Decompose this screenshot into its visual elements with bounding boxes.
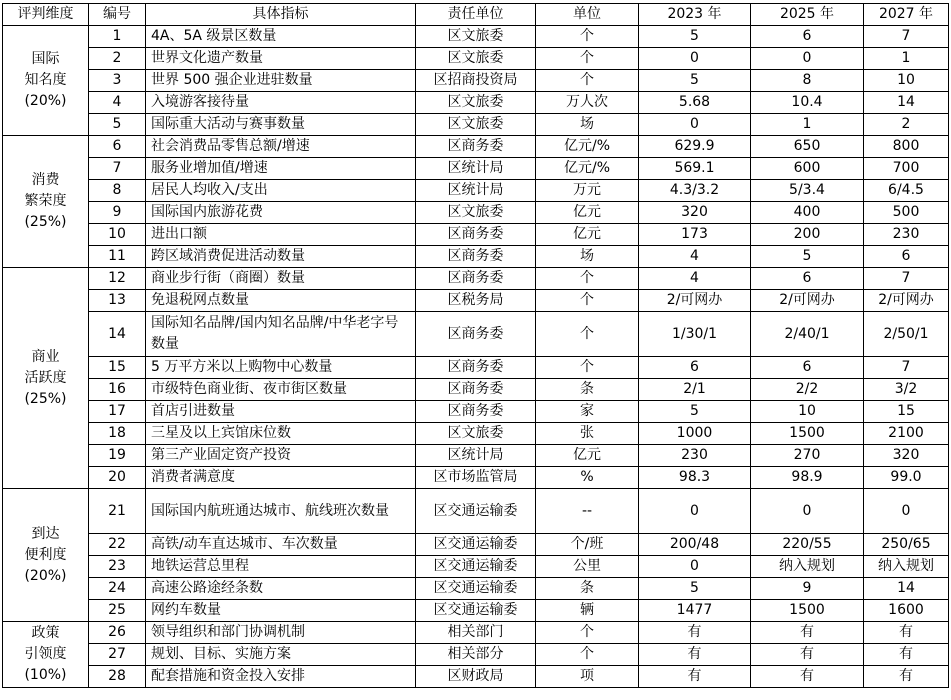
row-number: 24 bbox=[89, 578, 146, 600]
value-2027: 14 bbox=[864, 578, 949, 600]
indicator-name: 居民人均收入/支出 bbox=[146, 180, 416, 202]
indicator-name: 社会消费品零售总额/增速 bbox=[146, 136, 416, 158]
responsible-department: 区商务委 bbox=[416, 312, 536, 357]
row-number: 26 bbox=[89, 622, 146, 644]
value-2027: 15 bbox=[864, 401, 949, 423]
responsible-department: 区文旅委 bbox=[416, 423, 536, 445]
value-2027: 3/2 bbox=[864, 379, 949, 401]
indicator-name: 领导组织和部门协调机制 bbox=[146, 622, 416, 644]
measure-unit: 个 bbox=[536, 622, 639, 644]
value-2025: 650 bbox=[751, 136, 864, 158]
responsible-department: 区交通运输委 bbox=[416, 489, 536, 534]
responsible-department: 区统计局 bbox=[416, 445, 536, 467]
dimension-cell bbox=[3, 622, 89, 688]
value-2023: 0 bbox=[639, 114, 751, 136]
measure-unit: 家 bbox=[536, 401, 639, 423]
value-2027: 2/50/1 bbox=[864, 312, 949, 357]
measure-unit: 张 bbox=[536, 423, 639, 445]
value-2027: 500 bbox=[864, 202, 949, 224]
value-2023: 5.68 bbox=[639, 92, 751, 114]
measure-unit: 场 bbox=[536, 246, 639, 268]
responsible-department: 区统计局 bbox=[416, 158, 536, 180]
header-indicator: 具体指标 bbox=[146, 4, 416, 26]
header-number: 编号 bbox=[89, 4, 146, 26]
header-2023: 2023 年 bbox=[639, 4, 751, 26]
row-number: 21 bbox=[89, 489, 146, 534]
value-2025: 1 bbox=[751, 114, 864, 136]
value-2025: 2/2 bbox=[751, 379, 864, 401]
table-row bbox=[3, 666, 949, 688]
value-2025: 220/55 bbox=[751, 534, 864, 556]
row-number: 19 bbox=[89, 445, 146, 467]
value-2027: 0 bbox=[864, 489, 949, 534]
responsible-department: 区交通运输委 bbox=[416, 600, 536, 622]
measure-unit: 个 bbox=[536, 312, 639, 357]
responsible-department: 区商务委 bbox=[416, 357, 536, 379]
row-number: 10 bbox=[89, 224, 146, 246]
table-row bbox=[3, 534, 949, 556]
value-2023: 0 bbox=[639, 489, 751, 534]
responsible-department: 区商务委 bbox=[416, 136, 536, 158]
header-2025: 2025 年 bbox=[751, 4, 864, 26]
table-row bbox=[3, 158, 949, 180]
table-row bbox=[3, 26, 949, 48]
measure-unit: 万元 bbox=[536, 180, 639, 202]
responsible-department: 区统计局 bbox=[416, 180, 536, 202]
header-unit: 单位 bbox=[536, 4, 639, 26]
measure-unit: 个 bbox=[536, 48, 639, 70]
value-2027: 230 bbox=[864, 224, 949, 246]
indicator-name: 高铁/动车直达城市、车次数量 bbox=[146, 534, 416, 556]
measure-unit: 个/班 bbox=[536, 534, 639, 556]
measure-unit: % bbox=[536, 467, 639, 489]
measure-unit: 个 bbox=[536, 70, 639, 92]
table-row bbox=[3, 202, 949, 224]
responsible-department: 区文旅委 bbox=[416, 92, 536, 114]
value-2027: 纳入规划 bbox=[864, 556, 949, 578]
value-2023: 4 bbox=[639, 268, 751, 290]
dimension-label-line: (25%) bbox=[24, 390, 67, 407]
value-2027: 800 bbox=[864, 136, 949, 158]
table-row bbox=[3, 423, 949, 445]
row-number: 15 bbox=[89, 357, 146, 379]
value-2025: 2/可网办 bbox=[751, 290, 864, 312]
row-number: 14 bbox=[89, 312, 146, 357]
value-2023: 1477 bbox=[639, 600, 751, 622]
value-2025: 8 bbox=[751, 70, 864, 92]
dimension-label-line: 政策 bbox=[31, 625, 60, 641]
measure-unit: 条 bbox=[536, 578, 639, 600]
indicator-name: 第三产业固定资产投资 bbox=[146, 445, 416, 467]
measure-unit: 个 bbox=[536, 644, 639, 666]
measure-unit: 辆 bbox=[536, 600, 639, 622]
measure-unit: 个 bbox=[536, 26, 639, 48]
row-number: 28 bbox=[89, 666, 146, 688]
dimension-label-line: 活跃度 bbox=[24, 369, 67, 386]
value-2025: 6 bbox=[751, 357, 864, 379]
value-2027: 有 bbox=[864, 644, 949, 666]
indicator-name: 地铁运营总里程 bbox=[146, 556, 416, 578]
value-2023: 有 bbox=[639, 644, 751, 666]
value-2025: 有 bbox=[751, 622, 864, 644]
row-number: 6 bbox=[89, 136, 146, 158]
value-2025: 0 bbox=[751, 48, 864, 70]
value-2027: 有 bbox=[864, 666, 949, 688]
responsible-department: 区交通运输委 bbox=[416, 534, 536, 556]
value-2025: 10 bbox=[751, 401, 864, 423]
value-2023: 5 bbox=[639, 401, 751, 423]
measure-unit: 个 bbox=[536, 290, 639, 312]
value-2027: 6 bbox=[864, 246, 949, 268]
table-row bbox=[3, 70, 949, 92]
indicator-name: 跨区域消费促进活动数量 bbox=[146, 246, 416, 268]
indicator-name: 规划、目标、实施方案 bbox=[146, 644, 416, 666]
header-2027: 2027 年 bbox=[864, 4, 949, 26]
dimension-cell bbox=[3, 489, 89, 622]
row-number: 23 bbox=[89, 556, 146, 578]
value-2025: 有 bbox=[751, 644, 864, 666]
responsible-department: 区交通运输委 bbox=[416, 578, 536, 600]
indicator-name: 首店引进数量 bbox=[146, 401, 416, 423]
value-2023: 0 bbox=[639, 556, 751, 578]
row-number: 12 bbox=[89, 268, 146, 290]
table-row bbox=[3, 600, 949, 622]
table-body bbox=[3, 26, 949, 688]
row-number: 17 bbox=[89, 401, 146, 423]
measure-unit: 万人次 bbox=[536, 92, 639, 114]
table-row bbox=[3, 92, 949, 114]
indicator-name: 世界文化遗产数量 bbox=[146, 48, 416, 70]
measure-unit: 项 bbox=[536, 666, 639, 688]
value-2025: 6 bbox=[751, 26, 864, 48]
dimension-label-line: 国际 bbox=[31, 51, 60, 67]
value-2025: 5/3.4 bbox=[751, 180, 864, 202]
indicator-name: 4A、5A 级景区数量 bbox=[146, 26, 416, 48]
value-2023: 200/48 bbox=[639, 534, 751, 556]
dimension-label-line: 引领度 bbox=[24, 646, 67, 662]
measure-unit: 亿元/% bbox=[536, 136, 639, 158]
measure-unit: 亿元 bbox=[536, 202, 639, 224]
value-2025: 200 bbox=[751, 224, 864, 246]
table-row bbox=[3, 268, 949, 290]
row-number: 9 bbox=[89, 202, 146, 224]
row-number: 20 bbox=[89, 467, 146, 489]
indicator-name: 服务业增加值/增速 bbox=[146, 158, 416, 180]
table-row bbox=[3, 114, 949, 136]
dimension-label-line: 消费 bbox=[31, 172, 60, 188]
table-row bbox=[3, 224, 949, 246]
row-number: 1 bbox=[89, 26, 146, 48]
responsible-department: 区市场监管局 bbox=[416, 467, 536, 489]
responsible-department: 相关部门 bbox=[416, 622, 536, 644]
measure-unit: 公里 bbox=[536, 556, 639, 578]
responsible-department: 区文旅委 bbox=[416, 26, 536, 48]
responsible-department: 区商务委 bbox=[416, 379, 536, 401]
dimension-label-line: 商业 bbox=[31, 348, 60, 365]
dimension-label-line: 知名度 bbox=[24, 72, 67, 88]
value-2027: 99.0 bbox=[864, 467, 949, 489]
indicator-name: 免退税网点数量 bbox=[146, 290, 416, 312]
dimension-cell bbox=[3, 26, 89, 136]
value-2025: 270 bbox=[751, 445, 864, 467]
measure-unit: 场 bbox=[536, 114, 639, 136]
indicator-name: 配套措施和资金投入安排 bbox=[146, 666, 416, 688]
value-2027: 320 bbox=[864, 445, 949, 467]
indicator-name: 市级特色商业街、夜市街区数量 bbox=[146, 379, 416, 401]
value-2023: 2/可网办 bbox=[639, 290, 751, 312]
table-row bbox=[3, 622, 949, 644]
table-row bbox=[3, 48, 949, 70]
value-2025: 98.9 bbox=[751, 467, 864, 489]
value-2023: 173 bbox=[639, 224, 751, 246]
table-row bbox=[3, 246, 949, 268]
dimension-label-line: (25%) bbox=[24, 214, 67, 230]
indicator-table bbox=[2, 3, 949, 688]
dimension-label-line: (20%) bbox=[24, 93, 67, 109]
row-number: 11 bbox=[89, 246, 146, 268]
indicator-name: 国际重大活动与赛事数量 bbox=[146, 114, 416, 136]
value-2027: 700 bbox=[864, 158, 949, 180]
responsible-department: 区文旅委 bbox=[416, 202, 536, 224]
value-2025: 1500 bbox=[751, 600, 864, 622]
value-2023: 230 bbox=[639, 445, 751, 467]
value-2023: 4 bbox=[639, 246, 751, 268]
responsible-department: 相关部分 bbox=[416, 644, 536, 666]
header-dimension: 评判维度 bbox=[3, 4, 89, 26]
value-2023: 629.9 bbox=[639, 136, 751, 158]
indicator-name: 世界 500 强企业进驻数量 bbox=[146, 70, 416, 92]
measure-unit: 个 bbox=[536, 357, 639, 379]
table-row bbox=[3, 401, 949, 423]
value-2023: 6 bbox=[639, 357, 751, 379]
row-number: 27 bbox=[89, 644, 146, 666]
indicator-name: 国际国内旅游花费 bbox=[146, 202, 416, 224]
value-2023: 98.3 bbox=[639, 467, 751, 489]
value-2027: 14 bbox=[864, 92, 949, 114]
measure-unit: 亿元/% bbox=[536, 158, 639, 180]
measure-unit: -- bbox=[536, 489, 639, 534]
indicator-name: 消费者满意度 bbox=[146, 467, 416, 489]
header-row bbox=[3, 4, 949, 26]
value-2023: 2/1 bbox=[639, 379, 751, 401]
value-2025: 0 bbox=[751, 489, 864, 534]
responsible-department: 区商务委 bbox=[416, 401, 536, 423]
value-2025: 5 bbox=[751, 246, 864, 268]
value-2023: 1000 bbox=[639, 423, 751, 445]
value-2023: 有 bbox=[639, 622, 751, 644]
indicator-name: 进出口额 bbox=[146, 224, 416, 246]
value-2025: 有 bbox=[751, 666, 864, 688]
measure-unit: 个 bbox=[536, 268, 639, 290]
value-2027: 7 bbox=[864, 357, 949, 379]
value-2023: 1/30/1 bbox=[639, 312, 751, 357]
dimension-label-line: 到达 bbox=[31, 525, 60, 542]
responsible-department: 区商务委 bbox=[416, 224, 536, 246]
value-2027: 2/可网办 bbox=[864, 290, 949, 312]
row-number: 13 bbox=[89, 290, 146, 312]
value-2023: 有 bbox=[639, 666, 751, 688]
row-number: 22 bbox=[89, 534, 146, 556]
value-2027: 250/65 bbox=[864, 534, 949, 556]
measure-unit: 条 bbox=[536, 379, 639, 401]
dimension-label-line: (20%) bbox=[24, 567, 67, 584]
table-row bbox=[3, 136, 949, 158]
dimension-label-line: (10%) bbox=[24, 667, 67, 683]
table-row bbox=[3, 445, 949, 467]
row-number: 8 bbox=[89, 180, 146, 202]
row-number: 2 bbox=[89, 48, 146, 70]
indicator-name: 国际国内航班通达城市、航线班次数量 bbox=[146, 489, 416, 534]
table-row bbox=[3, 578, 949, 600]
value-2025: 400 bbox=[751, 202, 864, 224]
row-number: 18 bbox=[89, 423, 146, 445]
indicator-name: 三星及以上宾馆床位数 bbox=[146, 423, 416, 445]
value-2027: 2100 bbox=[864, 423, 949, 445]
responsible-department: 区商务委 bbox=[416, 246, 536, 268]
responsible-department: 区财政局 bbox=[416, 666, 536, 688]
value-2027: 7 bbox=[864, 26, 949, 48]
dimension-cell bbox=[3, 268, 89, 489]
indicator-name: 网约车数量 bbox=[146, 600, 416, 622]
table-row bbox=[3, 180, 949, 202]
responsible-department: 区税务局 bbox=[416, 290, 536, 312]
value-2027: 6/4.5 bbox=[864, 180, 949, 202]
responsible-department: 区文旅委 bbox=[416, 48, 536, 70]
value-2027: 有 bbox=[864, 622, 949, 644]
value-2023: 0 bbox=[639, 48, 751, 70]
indicator-name: 入境游客接待量 bbox=[146, 92, 416, 114]
indicator-name: 商业步行街（商圈）数量 bbox=[146, 268, 416, 290]
responsible-department: 区招商投资局 bbox=[416, 70, 536, 92]
value-2023: 5 bbox=[639, 578, 751, 600]
value-2023: 5 bbox=[639, 70, 751, 92]
table-row bbox=[3, 312, 949, 357]
value-2023: 569.1 bbox=[639, 158, 751, 180]
value-2027: 2 bbox=[864, 114, 949, 136]
indicator-name: 5 万平方米以上购物中心数量 bbox=[146, 357, 416, 379]
table-row bbox=[3, 379, 949, 401]
dimension-cell bbox=[3, 136, 89, 268]
measure-unit: 亿元 bbox=[536, 224, 639, 246]
value-2027: 10 bbox=[864, 70, 949, 92]
responsible-department: 区商务委 bbox=[416, 268, 536, 290]
value-2025: 9 bbox=[751, 578, 864, 600]
row-number: 5 bbox=[89, 114, 146, 136]
row-number: 7 bbox=[89, 158, 146, 180]
value-2025: 600 bbox=[751, 158, 864, 180]
value-2025: 6 bbox=[751, 268, 864, 290]
value-2023: 320 bbox=[639, 202, 751, 224]
responsible-department: 区文旅委 bbox=[416, 114, 536, 136]
value-2023: 5 bbox=[639, 26, 751, 48]
table-row bbox=[3, 357, 949, 379]
indicator-name: 国际知名品牌/国内知名品牌/中华老字号数量 bbox=[146, 312, 416, 357]
table-row bbox=[3, 556, 949, 578]
row-number: 16 bbox=[89, 379, 146, 401]
table-row bbox=[3, 489, 949, 534]
row-number: 25 bbox=[89, 600, 146, 622]
indicator-name: 高速公路途经条数 bbox=[146, 578, 416, 600]
value-2027: 1600 bbox=[864, 600, 949, 622]
dimension-label-line: 便利度 bbox=[24, 546, 67, 563]
value-2025: 10.4 bbox=[751, 92, 864, 114]
table-row bbox=[3, 467, 949, 489]
table-row bbox=[3, 290, 949, 312]
responsible-department: 区交通运输委 bbox=[416, 556, 536, 578]
table-row bbox=[3, 644, 949, 666]
header-department: 责任单位 bbox=[416, 4, 536, 26]
value-2025: 1500 bbox=[751, 423, 864, 445]
value-2027: 1 bbox=[864, 48, 949, 70]
dimension-label-line: 繁荣度 bbox=[24, 193, 67, 209]
measure-unit: 亿元 bbox=[536, 445, 639, 467]
row-number: 3 bbox=[89, 70, 146, 92]
value-2027: 7 bbox=[864, 268, 949, 290]
row-number: 4 bbox=[89, 92, 146, 114]
value-2023: 4.3/3.2 bbox=[639, 180, 751, 202]
value-2025: 纳入规划 bbox=[751, 556, 864, 578]
value-2025: 2/40/1 bbox=[751, 312, 864, 357]
